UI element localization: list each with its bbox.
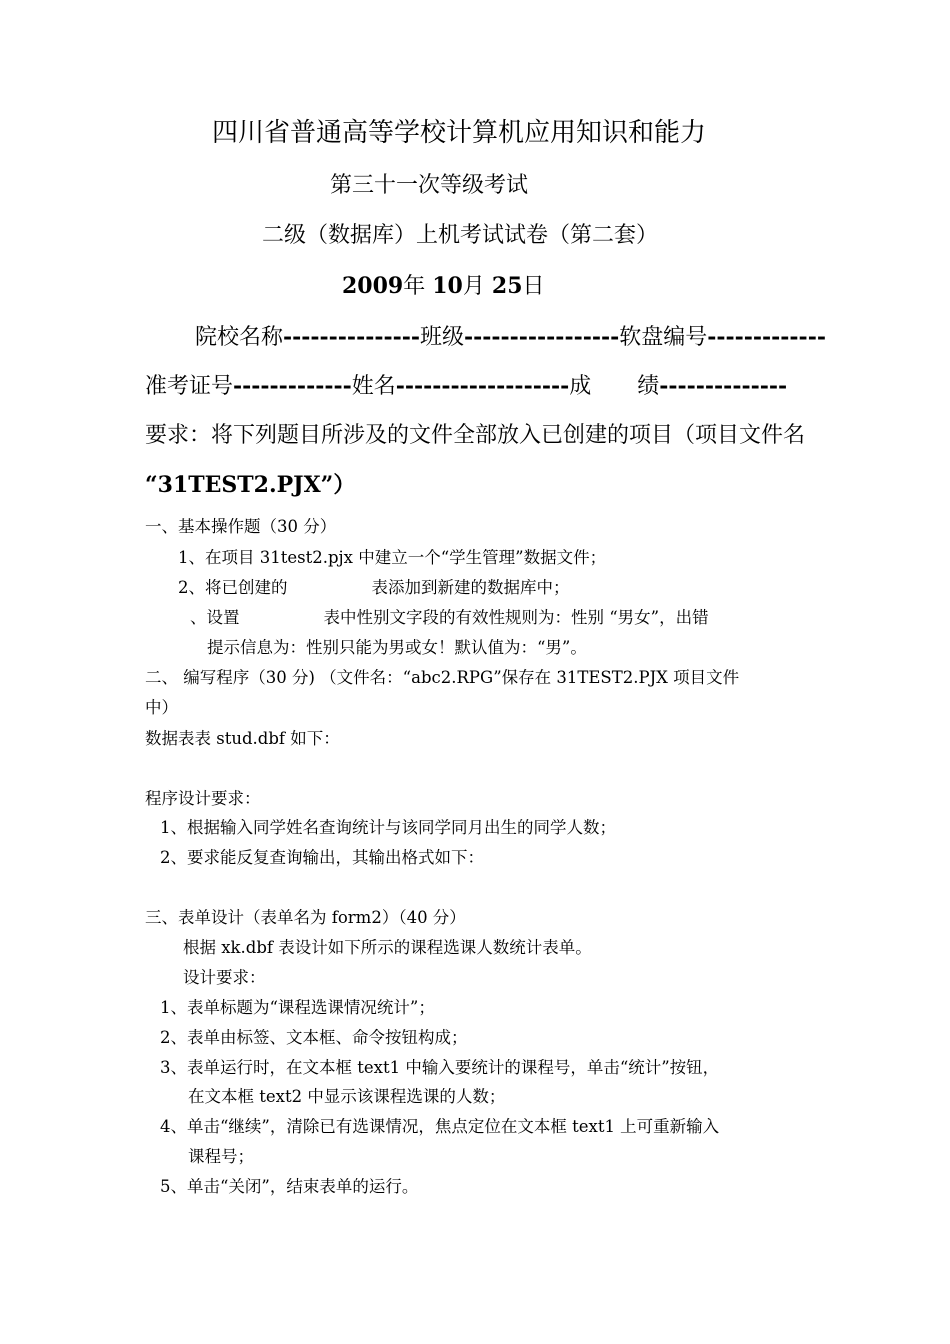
info-line-1 bbox=[195, 326, 826, 349]
section3-item3: 3、表单运行时，在文本框 text1 中输入要统计的课程号，单击“统计”按钮， bbox=[160, 1058, 720, 1077]
section1-item3-end: 表中性别文字段的有效性规则为：性别 “男女”，出错 bbox=[323, 608, 709, 627]
exam-subtitle: 第三十一次等级考试 bbox=[330, 173, 529, 198]
school-blank: --------------- bbox=[283, 324, 420, 350]
section2-design-req: 程序设计要求： bbox=[145, 789, 261, 808]
name-label: 姓名 bbox=[351, 374, 396, 399]
section1-item3-cont: 提示信息为：性别只能为男或女！默认值为：“男”。 bbox=[207, 638, 587, 657]
section1-item1: 1、在项目 31test2.pjx 中建立一个“学生管理”数据文件； bbox=[178, 548, 607, 567]
name-blank: ------------------- bbox=[395, 373, 570, 399]
school-label: 院校名称 bbox=[195, 325, 284, 350]
exam-no-blank: ------------- bbox=[233, 373, 352, 399]
date-month: 10 bbox=[432, 273, 463, 299]
section1-item3-start: 、设置 bbox=[190, 608, 240, 627]
requirement-line-2 bbox=[145, 474, 355, 496]
section2-table-line: 数据表表 stud.dbf 如下： bbox=[145, 729, 340, 748]
disk-blank: ------------- bbox=[707, 324, 826, 350]
project-file-name: 31TEST2.PJX bbox=[157, 472, 321, 498]
section2-item1: 1、根据输入同学姓名查询统计与该同学同月出生的同学人数； bbox=[160, 818, 616, 837]
class-label: 班级 bbox=[419, 325, 464, 350]
section3-item4-cont: 课程号； bbox=[188, 1147, 254, 1166]
quote-open: “ bbox=[145, 472, 158, 498]
section2-heading-cont: 中） bbox=[145, 698, 178, 717]
section1-item2 bbox=[178, 580, 570, 597]
info-line-2 bbox=[145, 375, 787, 398]
date-day: 25 bbox=[491, 273, 523, 299]
exam-date bbox=[342, 275, 545, 298]
section3-heading: 三、表单设计（表单名为 form2）（40 分） bbox=[145, 908, 466, 927]
date-month-char: 月 bbox=[462, 274, 485, 299]
section1-item3 bbox=[190, 610, 709, 627]
exam-title: 四川省普通高等学校计算机应用知识和能力 bbox=[212, 118, 707, 148]
score-blank: -------------- bbox=[659, 373, 788, 399]
section1-item2-start: 2、将已创建的 bbox=[178, 578, 288, 597]
section3-item4: 4、单击“继续”，清除已有选课情况，焦点定位在文本框 text1 上可重新输入 bbox=[160, 1117, 720, 1136]
date-year: 2009 bbox=[342, 273, 404, 299]
date-day-char: 日 bbox=[522, 274, 545, 299]
section2-item2: 2、要求能反复查询输出，其输出格式如下： bbox=[160, 848, 484, 867]
score-label-b: 绩 bbox=[637, 374, 660, 399]
score-label-a: 成 bbox=[569, 374, 592, 399]
disk-label: 软盘编号 bbox=[619, 325, 708, 350]
class-blank: ----------------- bbox=[464, 324, 620, 350]
section3-item3-cont: 在文本框 text2 中显示该课程选课的人数； bbox=[188, 1087, 506, 1106]
requirement-line-1: 要求：将下列题目所涉及的文件全部放入已创建的项目（项目文件名 bbox=[145, 423, 806, 448]
section3-item1: 1、表单标题为“课程选课情况统计”； bbox=[160, 998, 435, 1017]
section3-item5: 5、单击“关闭”，结束表单的运行。 bbox=[160, 1177, 419, 1196]
exam-no-label: 准考证号 bbox=[145, 374, 234, 399]
paper-name: 二级（数据库）上机考试试卷（第二套） bbox=[262, 223, 659, 248]
section1-item2-end: 表添加到新建的数据库中； bbox=[371, 578, 570, 597]
section3-intro: 根据 xk.dbf 表设计如下所示的课程选课人数统计表单。 bbox=[183, 938, 592, 957]
section3-design-req: 设计要求： bbox=[183, 968, 266, 987]
date-year-char: 年 bbox=[403, 274, 426, 299]
section3-item2: 2、表单由标签、文本框、命令按钮构成； bbox=[160, 1028, 468, 1047]
quote-close: ”） bbox=[320, 472, 356, 498]
section2-heading: 二、 编写程序（30 分) （文件名：“abc2.RPG”保存在 31TEST2.PJX 项目文件 bbox=[145, 668, 740, 687]
section1-heading: 一、基本操作题（30 分） bbox=[145, 517, 337, 536]
